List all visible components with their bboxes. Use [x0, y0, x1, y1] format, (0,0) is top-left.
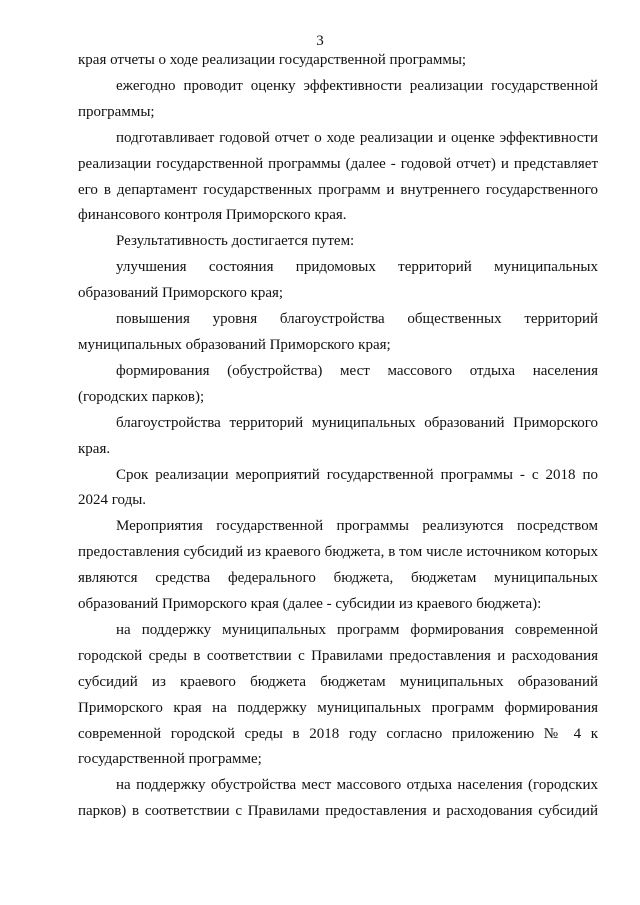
document-body [78, 48, 598, 825]
paragraph-territory-improvement: благоустройства территорий муниципальных образований Приморского края. [78, 414, 598, 457]
paragraph-effectiveness-intro: Результативность достигается путем: [116, 233, 355, 250]
paragraph-yard-territories: улучшения состояния придомовых территорий муниципальных образований Приморского края; [78, 259, 598, 302]
page-number: 3 [316, 33, 324, 49]
paragraph-urban-environment-support: на поддержку муниципальных программ формирования современной городской среды в соответствии с Правилами предоставления и расходования субсидий из краевого бюджета бюджетам муниципальных образований Приморского края на поддержку муниципальных программ формирования современной городской среды в 2018 году согласно приложению № 4 к государственной программе; [78, 621, 598, 768]
paragraph-annual-report: подготавливает годовой отчет о ходе реализации и оценке эффективности реализации государственной программы (далее - годовой отчет) и представляет его в департамент государственных программ и внутреннего государственного финансового контроля Приморского края. [78, 129, 598, 224]
paragraph-annual-assessment: ежегодно проводит оценку эффективности реализации государственной программы; [78, 77, 598, 120]
paragraph-public-territories: повышения уровня благоустройства общественных территорий муниципальных образований Приморского края; [78, 311, 598, 353]
paragraph-city-parks: формирования (обустройства) мест массового отдыха населения (городских парков); [78, 362, 598, 405]
paragraph-parks-support: на поддержку обустройства мест массового отдыха населения (городских парков) в соответствии с Правилами предоставления и расходования субсидий [78, 777, 598, 820]
paragraph-implementation-period: Срок реализации мероприятий государственной программы - с 2018 по 2024 годы. [78, 466, 598, 509]
paragraph-report-continuation: края отчеты о ходе реализации государственной программы; [78, 52, 467, 68]
paragraph-subsidies-intro: Мероприятия государственной программы реализуются посредством предоставления субсидий из краевого бюджета, в том числе источником которых являются средства федерального бюджета, бюджетам муниципальных образований Приморского края (далее - субсидии из краевого бюджета): [78, 518, 598, 613]
